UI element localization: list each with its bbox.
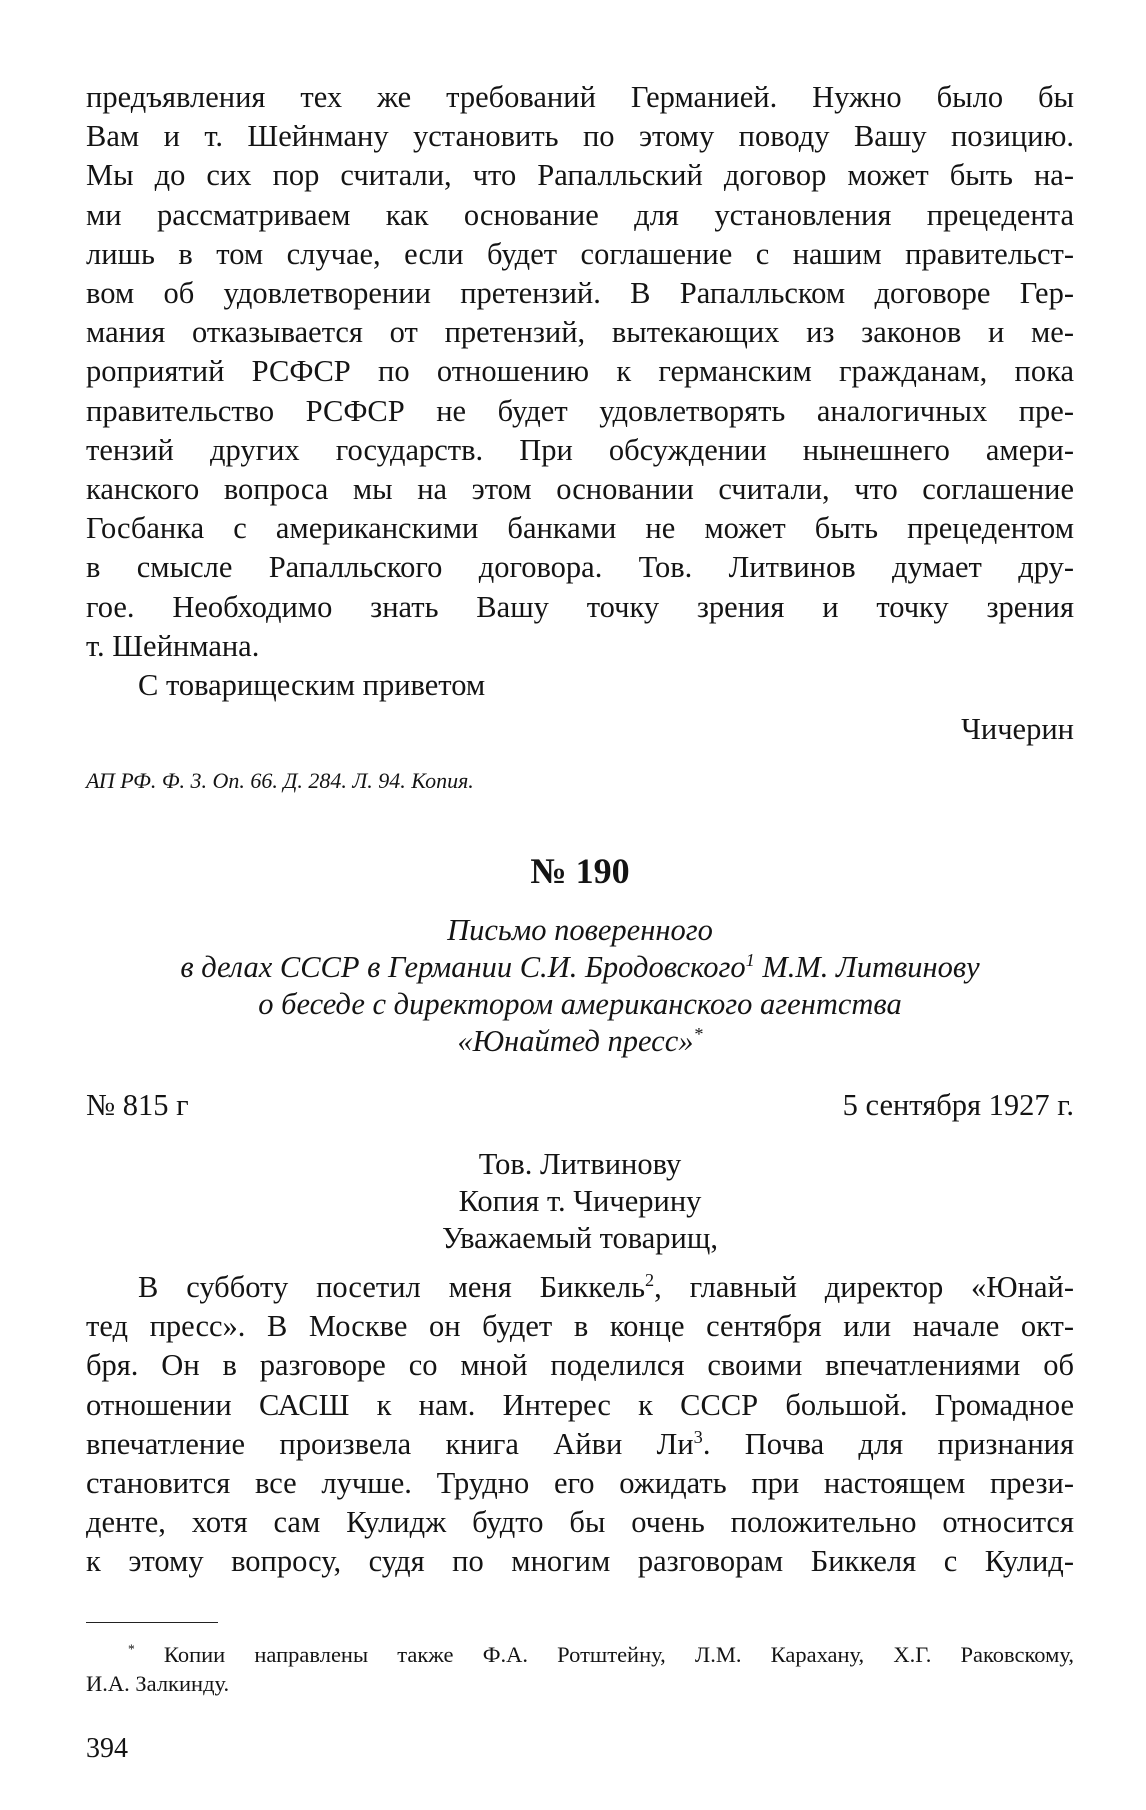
- outgoing-number: № 815 г: [86, 1088, 189, 1122]
- text-line: предъявления тех же требований Германией. Нужно было бы: [86, 80, 1074, 114]
- title-line: [86, 949, 1074, 986]
- text-line: бря. Он в разговоре со мной поделился своими впечатлениями об: [86, 1348, 1074, 1383]
- text-line: правительство РСФСР не будет удовлетворять аналогичных пре-: [86, 393, 1074, 428]
- closing-text: С товарищеским приветом: [138, 668, 486, 702]
- page-number: [86, 1733, 1074, 1765]
- title-line: [86, 1023, 1074, 1060]
- footnote-mark: *: [128, 1641, 135, 1657]
- footnote-ref: *: [693, 1023, 703, 1044]
- title-line: Письмо поверенного: [447, 913, 713, 947]
- text-line: мания отказывается от претензий, вытекающих из законов и ме-: [86, 315, 1074, 350]
- text-line: тензий других государств. При обсуждении нынешнего амери-: [86, 432, 1074, 467]
- document-meta: [86, 1088, 1074, 1123]
- copy-to: Копия т. Чичерину: [458, 1184, 702, 1218]
- text-line: Госбанка с американскими банками не может быть прецедентом: [86, 511, 1074, 546]
- title-text: в делах СССР в Германии С.И. Бродовского: [180, 950, 746, 984]
- footnote-ref: 3: [693, 1426, 703, 1447]
- source-text: АП РФ. Ф. 3. Оп. 66. Д. 284. Л. 94. Копия.: [86, 768, 474, 793]
- text-span: . Почва для признания: [702, 1426, 1074, 1461]
- footnote-divider: [86, 1622, 218, 1623]
- archive-source: [86, 768, 1074, 794]
- text-line: к этому вопросу, судя по многим разговорам Биккеля с Кулид-: [86, 1544, 1074, 1579]
- page-number-text: 394: [86, 1733, 128, 1764]
- footnote-line: И.А. Залкинду.: [86, 1671, 230, 1696]
- text-line: отношении САСШ к нам. Интерес к СССР большой. Громадное: [86, 1387, 1074, 1422]
- title-text: М.М. Литвинову: [754, 950, 980, 984]
- signature-text: Чичерин: [961, 712, 1074, 746]
- previous-letter-text: [86, 78, 1074, 666]
- addressee: Тов. Литвинову: [478, 1147, 682, 1181]
- document-title: [86, 912, 1074, 1060]
- address-block: [86, 1146, 1074, 1257]
- text-line: в смысле Рапалльского договора. Тов. Литвинов думает дру-: [86, 550, 1074, 585]
- text-line: [86, 1268, 1074, 1307]
- text-line: вом об удовлетворении претензий. В Рапалльском договоре Гер-: [86, 276, 1074, 311]
- text-line: становится все лучше. Трудно его ожидать при настоящем прези-: [86, 1466, 1074, 1501]
- title-text: «Юнайтед пресс»: [457, 1024, 694, 1058]
- text-line: гое. Необходимо знать Вашу точку зрения и точку зрения: [86, 589, 1074, 624]
- text-line: канского вопроса мы на этом основании считали, что соглашение: [86, 472, 1074, 507]
- footnote: [86, 1640, 1074, 1698]
- footnote-ref: 1: [745, 949, 755, 970]
- text-line: тед пресс». В Москве он будет в конце сентября или начале окт-: [86, 1309, 1074, 1344]
- document-date: 5 сентября 1927 г.: [842, 1088, 1074, 1122]
- text-line: ми рассматриваем как основание для установления прецедента: [86, 197, 1074, 232]
- signature: [86, 710, 1074, 749]
- text-line: т. Шейнмана.: [86, 628, 260, 663]
- text-line: [86, 1425, 1074, 1464]
- letter-body: [86, 1268, 1074, 1582]
- salutation: Уважаемый товарищ,: [442, 1221, 718, 1255]
- document-number-text: № 190: [530, 851, 630, 891]
- text-span: , главный директор «Юнай-: [654, 1270, 1074, 1304]
- title-line: о беседе с директором американского агентства: [258, 987, 902, 1021]
- text-line: роприятий РСФСР по отношению к германским гражданам, пока: [86, 354, 1074, 389]
- text-line: Мы до сих пор считали, что Рапалльский договор может быть на-: [86, 158, 1074, 193]
- text-line: Вам и т. Шейнману установить по этому поводу Вашу позицию.: [86, 119, 1074, 154]
- closing-phrase: [86, 666, 1074, 705]
- text-line: лишь в том случае, если будет соглашение с нашим правительст-: [86, 236, 1074, 271]
- footnote-ref: 2: [645, 1269, 655, 1290]
- footnote-text: Копии направлены также Ф.А. Ротштейну, Л.М. Карахану, Х.Г. Раковскому,: [134, 1642, 1074, 1667]
- text-span: В субботу посетил меня Биккель: [138, 1270, 646, 1304]
- footnote-line: [86, 1640, 1074, 1669]
- document-number: [86, 850, 1074, 892]
- text-span: впечатление произвела книга Айви Ли: [86, 1426, 694, 1461]
- text-line: денте, хотя сам Кулидж будто бы очень положительно относится: [86, 1505, 1074, 1540]
